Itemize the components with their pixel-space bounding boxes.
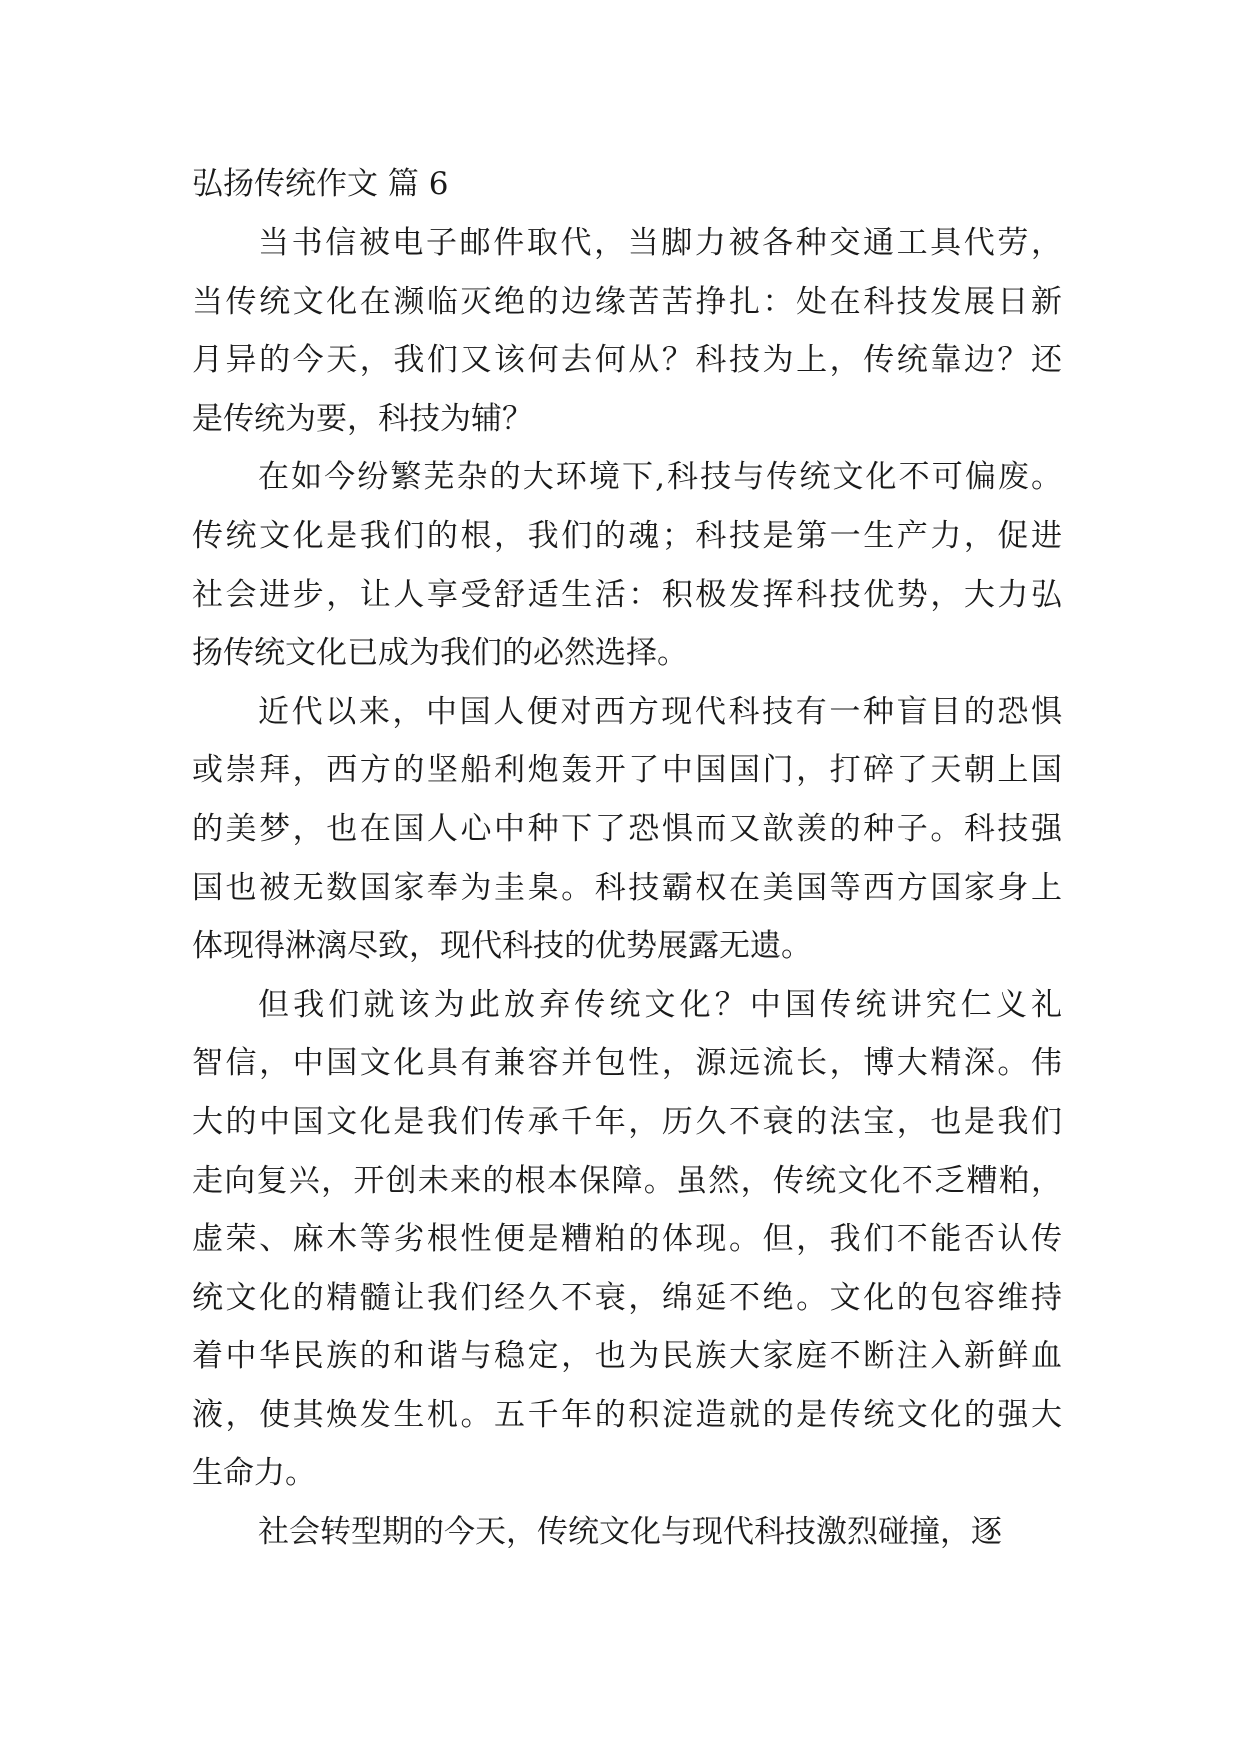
paragraph-line: 社会进步，让人享受舒适生活：积极发挥科技优势，大力弘	[192, 576, 1062, 613]
paragraph-line: 当传统文化在濒临灭绝的边缘苦苦挣扎：处在科技发展日新	[192, 283, 1062, 320]
paragraph-line: 社会转型期的今天，传统文化与现代科技激烈碰撞，逐	[258, 1514, 1002, 1551]
paragraph-line: 传统文化是我们的根，我们的魂；科技是第一生产力，促进	[192, 517, 1062, 554]
paragraph-line: 是传统为要，科技为辅？	[192, 400, 533, 437]
paragraph-line: 体现得淋漓尽致，现代科技的优势展露无遗。	[192, 928, 812, 965]
paragraph-line: 当书信被电子邮件取代，当脚力被各种交通工具代劳，	[258, 225, 1062, 261]
paragraph-line: 智信，中国文化具有兼容并包性，源远流长，博大精深。伟	[192, 1045, 1062, 1082]
paragraph-line: 月异的今天，我们又该何去何从？科技为上，传统靠边？还	[192, 342, 1062, 379]
paragraph	[192, 1503, 1062, 1562]
paragraph-line: 生命力。	[192, 1455, 316, 1492]
paragraph	[192, 214, 1062, 448]
paragraph-line: 扬传统文化已成为我们的必然选择。	[192, 635, 688, 672]
paragraph-line: 国也被无数国家奉为圭臬。科技霸权在美国等西方国家身上	[192, 869, 1062, 906]
paragraph-line: 虚荣、麻木等劣根性便是糟粕的体现。但，我们不能否认传	[192, 1221, 1062, 1258]
paragraph	[192, 683, 1062, 976]
paragraph	[192, 976, 1062, 1503]
document-title: 弘扬传统作文 篇 6	[192, 166, 449, 202]
paragraph-line: 近代以来，中国人便对西方现代科技有一种盲目的恐惧	[258, 693, 1062, 730]
paragraph-line: 统文化的精髓让我们经久不衰，绵延不绝。文化的包容维持	[192, 1279, 1062, 1316]
paragraph-line: 但我们就该为此放弃传统文化？中国传统讲究仁义礼	[258, 986, 1062, 1023]
paragraph-line: 在如今纷繁芜杂的大环境下,科技与传统文化不可偏废。	[258, 459, 1062, 496]
paragraph-container	[192, 214, 1062, 1562]
paragraph-line: 液，使其焕发生机。五千年的积淀造就的是传统文化的强大	[192, 1396, 1062, 1433]
document-body	[192, 155, 1062, 1562]
paragraph-line: 着中华民族的和谐与稳定，也为民族大家庭不断注入新鲜血	[192, 1338, 1062, 1375]
paragraph-line: 的美梦，也在国人心中种下了恐惧而又歆羡的种子。科技强	[192, 810, 1062, 847]
paragraph-line: 大的中国文化是我们传承千年，历久不衰的法宝，也是我们	[192, 1103, 1062, 1140]
paragraph	[192, 448, 1062, 682]
paragraph-line: 或崇拜，西方的坚船利炮轰开了中国国门，打碎了天朝上国	[192, 752, 1062, 789]
paragraph-line: 走向复兴，开创未来的根本保障。虽然，传统文化不乏糟粕，	[192, 1162, 1062, 1199]
